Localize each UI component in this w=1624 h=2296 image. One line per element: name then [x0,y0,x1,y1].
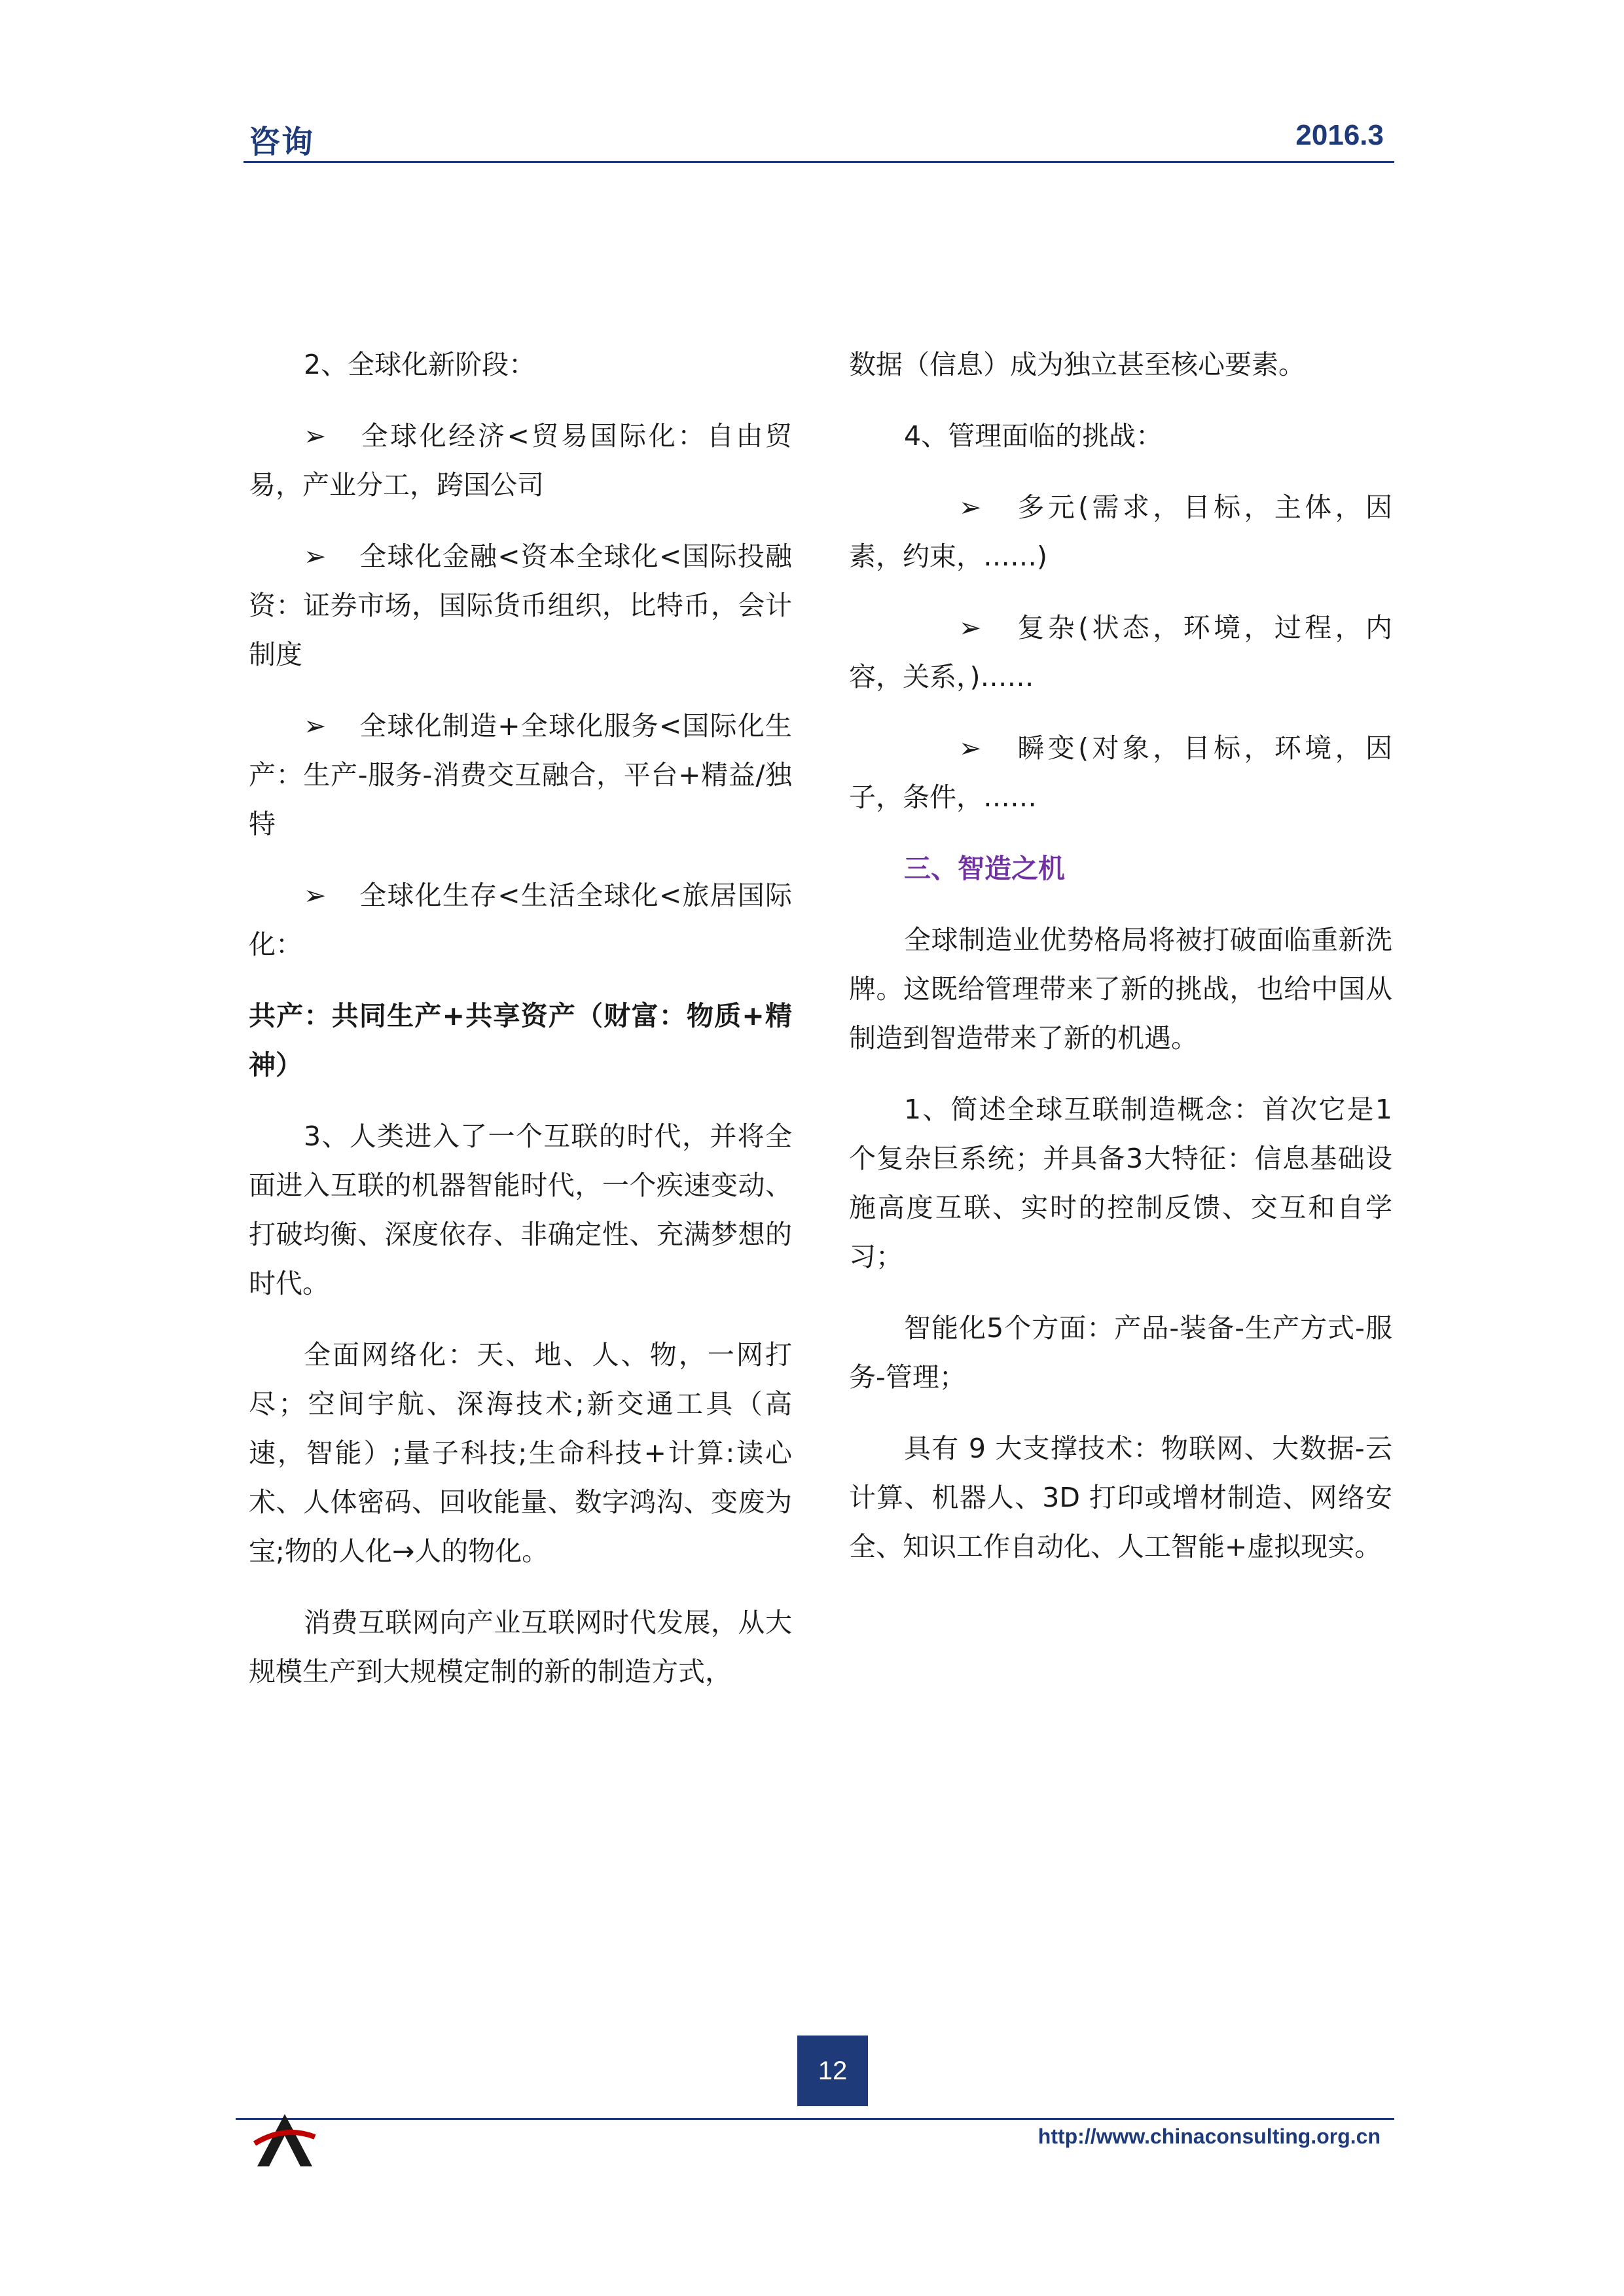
paragraph: 3、人类进入了一个互联的时代，并将全面进入互联的机器智能时代，一个疾速变动、打破均衡、深度依存、非确定性、充满梦想的时代。 [249,1121,792,1299]
paragraph: 智能化5个方面：产品-装备-生产方式-服务-管理； [849,1312,1392,1393]
bullet-arrow-icon: ➢ [959,492,982,523]
bullet-item [849,724,1392,822]
bullet-item [249,871,792,969]
right-column [849,340,1392,1594]
bullet-arrow-icon: ➢ [304,710,327,742]
bullet-item [249,532,792,679]
paragraph: 全面网络化：天、地、人、物，一网打尽；空间宇航、深海技术;新交通工具（高速，智能）;量子科技;生命科技+计算:读心术、人体密码、回收能量、数字鸿沟、变废为宝;物的人化→人的物化。 [249,1339,792,1567]
bullet-text: 全球化经济<贸易国际化：自由贸易，产业分工，跨国公司 [249,420,792,501]
bullet-text: 全球化制造+全球化服务<国际化生产：生产-服务-消费交互融合，平台+精益/独特 [249,710,792,840]
bullet-arrow-icon: ➢ [304,880,327,911]
bullet-arrow-icon: ➢ [959,612,982,643]
paragraph: 2、全球化新阶段： [304,349,536,380]
paragraph: 具有 9 大支撑技术：物联网、大数据-云计算、机器人、3D 打印或增材制造、网络安全、知识工作自动化、人工智能+虚拟现实。 [849,1433,1392,1562]
logo-icon [252,2111,317,2170]
paragraph: 1、简述全球互联制造概念：首次它是1个复杂巨系统；并具备3大特征：信息基础设施高度互联、实时的控制反馈、交互和自学习； [849,1094,1392,1272]
footer-url[interactable]: http://www.chinaconsulting.org.cn [1038,2125,1380,2148]
bullet-text: 全球化生存<生活全球化<旅居国际化： [249,880,792,960]
bullet-text: 复杂(状态，环境，过程，内容，关系，)…… [849,612,1392,692]
header-rule [244,161,1394,163]
bullet-arrow-icon: ➢ [304,420,327,452]
left-column [249,340,792,1719]
paragraph: 4、管理面临的挑战： [904,420,1163,452]
bullet-item [249,412,792,510]
header-date: 2016.3 [1295,119,1384,151]
paragraph: 消费互联网向产业互联网时代发展，从大规模生产到大规模定制的新的制造方式， [249,1607,792,1687]
bullet-arrow-icon: ➢ [304,541,327,572]
bullet-text: 瞬变(对象，目标，环境，因子，条件，…… [849,732,1392,813]
bullet-item [849,483,1392,581]
bullet-arrow-icon: ➢ [959,732,982,764]
bold-statement: 共产：共同生产+共享资产（财富：物质+精神） [249,1000,792,1081]
footer-rule [236,2118,1394,2120]
page-number: 12 [797,2036,868,2106]
bullet-item [249,702,792,849]
bullet-text: 全球化金融<资本全球化<国际投融资：证券市场，国际货币组织，比特币，会计制度 [249,541,792,670]
bullet-item [849,603,1392,702]
header-title: 咨询 [249,124,315,160]
bullet-text: 多元(需求，目标，主体，因素，约束，……) [849,492,1392,572]
paragraph: 全球制造业优势格局将被打破面临重新洗牌。这既给管理带来了新的挑战，也给中国从制造到智造带来了新的机遇。 [849,924,1392,1054]
paragraph: 数据（信息）成为独立甚至核心要素。 [849,349,1305,380]
section-heading: 三、智造之机 [904,853,1065,884]
